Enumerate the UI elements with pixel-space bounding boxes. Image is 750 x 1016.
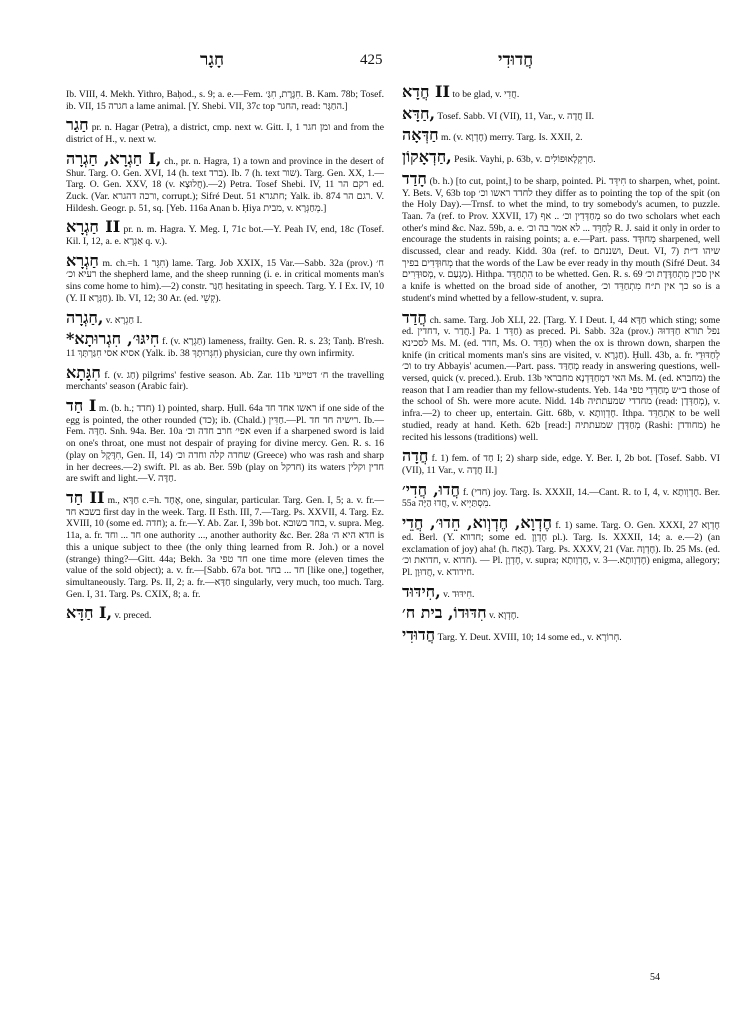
dictionary-entry (402, 127, 720, 144)
right-column (402, 84, 720, 649)
entry-headword: חַדְּאָה (402, 125, 439, 145)
entry-definition: Tosef. Sabb. VI (VII), 11, Var., v. חֲדָה II. (437, 110, 595, 122)
entry-headword: חַדָּא I, (66, 603, 113, 623)
dictionary-entry (402, 581, 720, 601)
dictionary-entry (66, 250, 384, 305)
entry-headword: חִידּוּד, (402, 581, 441, 601)
entry-headword: חַד II (66, 487, 105, 507)
dictionary-entry (66, 605, 384, 622)
dictionary-entry (402, 149, 720, 166)
entry-definition: ch., pr. n. Hagra, 1) a town and province in the desert of Shur. Targ. O. Gen. XVI, 14 (h. text ברד). Ib. 7 (h. text שור). Targ. Gen. XX, 1.—Targ. O. Gen. XXV, 18 (v. חֲלוּצָא).—2) Petra. Tosef Shebi. IV, 11 רקם הר ed. Zuck. (Var. ורכה דהגרא, corrupt.); Sifré Deut. 51 חתגרא; Yalk. ib. 874 רגם הר. V. Hildesh. Geogr. p. 51, sq. [Yeb. 116a Anan b. Ḥiya מבית, v. מְחַגְּרָא.] (66, 155, 384, 214)
dictionary-entry (402, 627, 720, 644)
entry-definition: ch. same. Targ. Job XLI, 22. [Targ. Y. I Deut. I, 44 חַדָּא which sting; some ed. דחדין, v. חֲדַר.] Pa. חַדֵּד 1) as preced. Pi. Sabb. 32a (prov.) נפל תורא חַדְּדוּהּ לסכינא Ms. M. (ed. חדד, Ms. O. חַדֵּד) when the ox is thrown down, sharpen the knife (in critical moments man's sins are visited, v. חַגְרָא). Ḥull. 43b, a. fr. לְחַדּוּדֵי וכ׳ to try Abbayis' acumen.—Part. pass. מְחַדַּד ready in answering questions, well-versed, quick (v. preced.). Erub. 13b האי דמְחַדַּדְנָא מחבראי Ms. M. (ed. מחברא) the reason that I am readier than my fellow-students. Yeb. 14a ב״ש מְחַדְּדֵי טפי those of the school of Sh. were more acute. Nidd. 14b מחדדי שמעתתיה (read: מְחַדְּדָן), v. infra.—2) to cheer up, entertain. Gitt. 68b, v. חֶדְוְותָא. Ithpa. אִתְחַדֵּד to be well studied, ready at hand. Keth. 62b [read:] מְחַדְּדָן שמעתתיה (Rashi: מחודדן) he recited his lessons (traditions) well. (402, 314, 721, 443)
entry-definition: v. חִידּוּד. (443, 588, 475, 600)
entry-headword: חִדּוּדוֹ, בית ח׳ (402, 603, 487, 623)
entry-headword: חַגְרָא II (66, 217, 121, 237)
dictionary-entry (402, 448, 720, 476)
entry-headword: *חִיגּוּ׳, חִגְרוּתָא (66, 329, 160, 349)
dictionary-entry (402, 84, 720, 101)
entry-headword: חַדְאָקוֹן, (402, 147, 452, 167)
dictionary-entry (402, 168, 721, 305)
entry-headword: חֲדָא II (402, 82, 450, 101)
entry-definition: f. (חדי) joy. Targ. Is. XXXII, 14.—Cant. R. to I, 4, v. חֶדְוְותָא. Ber. 55a חֲדוּ הַיָּה, v. מִסְתַּיְיא. (402, 486, 721, 510)
entry-definition: m. (b. h.; חדד) 1) pointed, sharp. Ḥull. 64a ראשו אחד חד if one side of the egg is pointed, the other rounded (כד); ib. (Chald.) חַדִּין.—Pl. רישיה חד חד. Ib.—Fem. חַדָּה. Snh. 94a. Ber. 10a אפי׳ חרב חדה וכ׳ even if a sharpened sword is laid on one's throat, one must not despair of praying for divine mercy. Gen. R. s. 16 (play on חִדֶּקֶל, Gen. II, 14) שחדה קלה וחדה וכ׳ (Greece) who was rash and sharp in her decrees.—2) swift. Pl. as ab. Ber. 59b (play on חדקל) its waters חדין וקלין are swift and light.—V. חַדָּה. (66, 403, 385, 485)
signature-mark: 54 (650, 972, 660, 983)
entry-definition: f. (v. חַג) pilgrims' festive season. Ab. Zar. 11b ח׳ דטייעי the travelling merchants' season (Arabic fair). (66, 369, 384, 393)
entry-headword: חַד I (66, 396, 97, 416)
entry-definition: f. (v. חַגְרָא) lameness, frailty. Gen. R. s. 23; Tanḥ. B'resh. 11 אסיא אסי חִגַּרְתָּךְ (Yalk. ib. 38 חִגְּרוּתָךְ) physician, cure thy own infirmity. (66, 336, 384, 359)
entry-headword: חַגְרָה, (66, 307, 104, 327)
entry-headword: חִגָּתָא (66, 362, 101, 382)
entry-headword: חֲדוּדִי (402, 625, 436, 645)
entry-headword: חַגַר (66, 115, 89, 135)
dictionary-entry (402, 307, 721, 444)
dictionary-entry (66, 117, 384, 145)
entry-headword: חָדַד (402, 168, 427, 188)
entry-definition: f. 1) fem. of חַד I; 2) sharp side, edge. Y. Ber. I, 2b bot. [Tosef. Sabb. VI (VII), 11 Var., v. חֲדָה II.] (402, 453, 720, 476)
dictionary-entry (66, 362, 384, 393)
entry-definition: to be glad, v. חֲדִי. (452, 89, 520, 100)
entry-headword: חַגְרָא (66, 250, 99, 270)
dictionary-entry (66, 219, 384, 247)
entry-definition: m., חַדָּא c.=h. אֶחָד, one, singular, particular. Targ. Gen. I, 5; a. v. fr.—בשבא חד first day in the week. Targ. II Esth. III, 7.—Targ. Ps. XXVII, 4. Targ. Ez. XVIII, 10 (some ed. חדה); a. fr.—Y. Ab. Zar. I, 39b bot. בחד בשובא, v. supra. Meg. 11a, a. fr. חד ... וחד one authority ..., another authority &c. Ber. 28a חדא היא ה׳ is this a unique subject to thee (the only thing learned from R. Joh.) or a novel (strange) thing?—Gitt. 44a; Bekh. 3a חד טפי one time more (eleven times the value of the sold object); a. v. fr.—[Sabb. 67a bot. חד ... בחד [like one,] together, simultaneously. Targ. Ps. II, 2; a. fr.—חַדָּא singularly, very much, too much. Targ. Gen. I, 31. Targ. Ps. CXIX, 8; a. fr. (66, 494, 385, 600)
entry-definition: Pesik. Vayhi, p. 63b, v. חַרְקְלָאוּפוֹלִים. (454, 154, 596, 166)
entry-headword: חֲדוּ, חֲדִי׳ (402, 479, 460, 499)
entry-headword: חֶדְוָא, חֶדְוְוא, חֵדוּ׳, חֲדֵי (402, 513, 552, 533)
entry-headword: חַגְרָא, חַגְרָה I, (66, 148, 162, 168)
dictionary-entry (66, 84, 384, 112)
entry-definition: pr. n. Hagar (Petra), a district, cmp. next w. Gitt. I, 1 ומן חגר and from the district of H., v. next w. (66, 122, 384, 146)
dictionary-entry (66, 307, 384, 327)
dictionary-entry (402, 103, 720, 123)
left-column (66, 84, 384, 627)
dictionary-entry (66, 487, 385, 600)
dictionary-entry (66, 398, 384, 485)
entry-definition: v. preced. (114, 610, 152, 622)
entry-definition: v. חַגְרָא I. (105, 314, 143, 326)
entry-definition: m. (v. חֶדְוָא) merry. Targ. Is. XXII, 2. (441, 132, 583, 144)
dictionary-entry (402, 605, 720, 622)
entry-definition: v. חֶדְוָא. (489, 610, 519, 622)
entry-definition: f. 1) same. Targ. O. Gen. XXXI, 27 חֶדְוָא ed. Berl. (Y. חדווא; some ed. חֶדְוָן pl.). Targ. Is. XXXII, 14; a. e.—2) (an exclamation of joy) aha! (h. הֶאָח). Targ. Ps. XXXV, 21 (Var. חֶדְוָה). Ib. 25 Ms. (ed. חדואת וכ׳, v. חדוא). — Pl. חֶדְוָן, v. supra; חֶדְוָותָא, v. חֶדְוָותָא.—3) enigma, allegory; Pl. חֲדוּוָן, v. חידודא. (402, 520, 721, 578)
entry-definition: pr. n. m. Hagra. Y. Meg. I, 71c bot.—Y. Peah IV, end, 18c (Tosef. Kil. I, 12, a. e. אַגְרָא q. v.). (66, 224, 384, 248)
entry-headword: חֲדָה (402, 446, 429, 466)
header-right-headword: חֲדוּדִי (498, 50, 534, 69)
dictionary-entry (402, 479, 721, 510)
entry-definition: (b. h.) [to cut, point,] to be sharp, pointed. Pi. חִידֵּד to sharpen, whet, point. Y. Bets. V, 63b top לחדד ראשו וכ׳ they differ as to pointing the top of the spit (on the Holy Day).—Trnsf. to whet the mind, to try somebody's acumen, to puzzle. Taan. 7a (ref. to Prov. XXVII, 17) מְחַדְּדִין וכ׳ .. אף so do two scholars whet each other's mind &c. Naz. 59b, a. e. לְחַדֵּד ... לא אמר בה וכ׳ R. J. said it only in order to encourage the students in raising points; a. e.—Part. pass. מְחוּדָּד sharpened, well discussed, clear and ready. Kidd. 30a (ref. to ושננתם, Deut. VI, 7) שיהו ד״ת מְחוּדָּדִים בפיך that the words of the Law be ever ready in thy mouth (Sifré Deut. 34 מְסוּדָּרִים, v. מַגְעַם). Hithpa. הִתְחַדֵּד to be whetted. Gen. R. s. 69 אין סכין מִתְחַדֶּדֶת וכ׳ a knife is whetted on the broad side of another, כך אין ת״ח מִתְחַדֵּד וכ׳ so is a student's mind whetted by a fellow-student, v. supra. (402, 175, 721, 304)
entry-definition: Ib. VIII, 4. Mekh. Yithro, Baḥod., s. 9; a. e.—Fem. חִגֶּרֶת, חִגַּ׳. B. Kam. 78b; Tosef. ib. VII, 15 חגרה a lame animal. [Y. Shebi. VII, 37c top החגר, read: החַגָּר.] (66, 89, 385, 112)
entry-definition: m. ch.=h. חִגֵּר 1) lame. Targ. Job XXIX, 15 Var.—Sabb. 32a (prov.) ח׳ רעיא וכ׳ the shepherd lame, and the sheep running (i. e. in critical moments man's sins come home to him).—2) constr. חַגַּר hesitating in speech. Targ. Y. I Ex. IV, 10 (Y. II חַגְּרָא). Ib. VI, 12; 30 Ar. (ed. קְשֵׁי). (66, 257, 384, 304)
header-left-headword: חָגָר (200, 50, 225, 69)
dictionary-entry (66, 331, 384, 359)
dictionary-entry (402, 515, 720, 579)
page-number: 425 (360, 52, 383, 68)
entry-headword: חֲדַד (402, 307, 427, 327)
entry-definition: Targ. Y. Deut. XVIII, 10; 14 some ed., v. חְרוֹרָא. (437, 632, 622, 644)
dictionary-entry (66, 148, 384, 215)
entry-headword: חַדָּא, (402, 103, 436, 123)
